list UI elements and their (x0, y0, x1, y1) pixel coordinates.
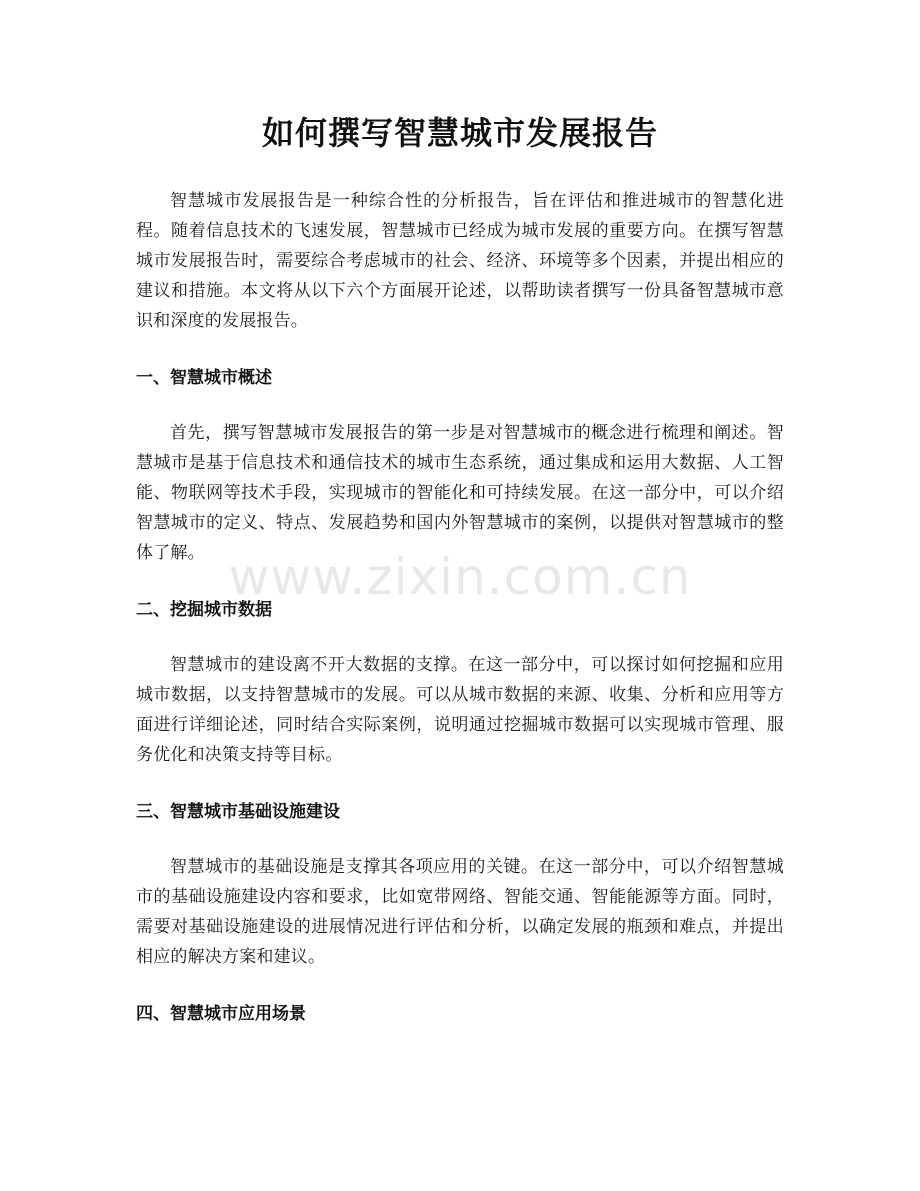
section-body-infrastructure: 智慧城市的基础设施是支撑其各项应用的关键。在这一部分中，可以介绍智慧城市的基础设施建设内容和要求，比如宽带网络、智能交通、智能能源等方面。同时，需要对基础设施建设的进展情况进行评估和分析，以确定发展的瓶颈和难点，并提出相应的解决方案和建议。 (136, 857, 784, 967)
section-body-city-data: 智慧城市的建设离不开大数据的支撑。在这一部分中，可以探讨如何挖掘和应用城市数据，以支持智慧城市的发展。可以从城市数据的来源、收集、分析和应用等方面进行详细论述，同时结合实际案例，说明通过挖掘城市数据可以实现城市管理、服务优化和决策支持等目标。 (136, 655, 784, 765)
section-heading-overview: 一、智慧城市概述 (136, 368, 272, 388)
section-body-overview: 首先，撰写智慧城市发展报告的第一步是对智慧城市的概念进行梳理和阐述。智慧城市是基于信息技术和通信技术的城市生态系统，通过集成和运用大数据、人工智能、物联网等技术手段，实现城市的智能化和可持续发展。在这一部分中，可以介绍智慧城市的定义、特点、发展趋势和国内外智慧城市的案例，以提供对智慧城市的整体了解。 (136, 423, 784, 563)
section-heading-city-data: 二、挖掘城市数据 (136, 600, 272, 620)
intro-paragraph: 智慧城市发展报告是一种综合性的分析报告，旨在评估和推进城市的智慧化进程。随着信息技术的飞速发展，智慧城市已经成为城市发展的重要方向。在撰写智慧城市发展报告时，需要综合考虑城市的社会、经济、环境等多个因素，并提出相应的建议和措施。本文将从以下六个方面展开论述，以帮助读者撰写一份具备智慧城市意识和深度的发展报告。 (136, 191, 784, 331)
section-heading-infrastructure: 三、智慧城市基础设施建设 (136, 802, 340, 822)
watermark: www.zixin.com.cn (228, 548, 692, 606)
section-heading-application-scenarios: 四、智慧城市应用场景 (136, 1004, 306, 1024)
document-title: 如何撰写智慧城市发展报告 (261, 114, 658, 152)
